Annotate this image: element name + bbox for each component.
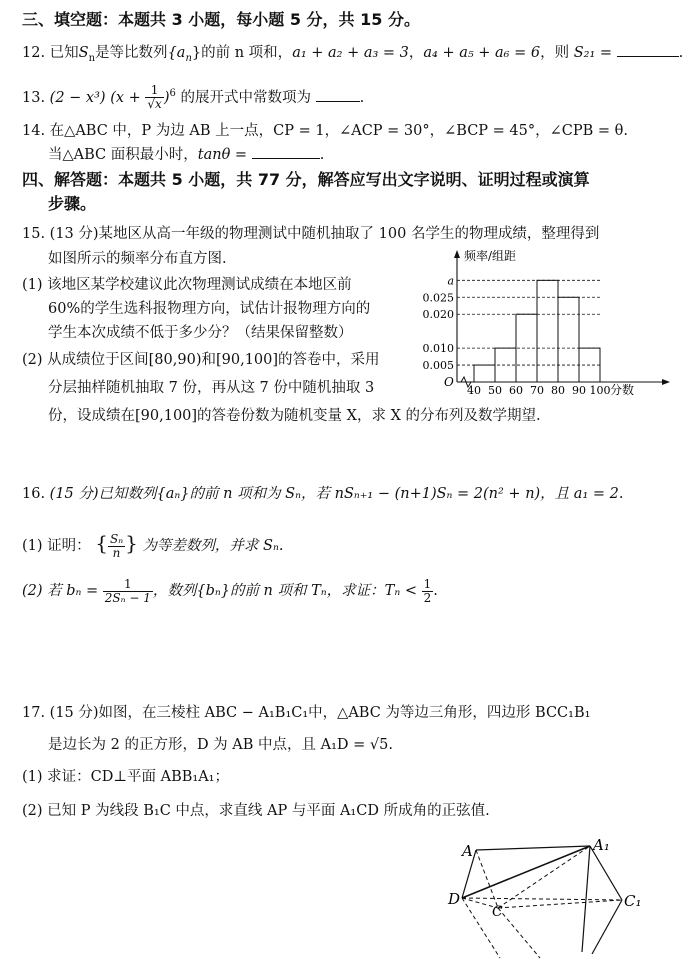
x-tick-label-3: 70 (530, 384, 544, 396)
q15-part1-line2: 60%的学生选科报物理方向，试估计报物理方向的 (48, 301, 371, 317)
q13-frac-den: √x (147, 97, 162, 112)
question-15 (22, 224, 599, 244)
frequency-histogram (414, 246, 680, 396)
q12-cond2: a₄ + a₅ + a₆ = 6 (423, 45, 541, 61)
q16-p1-frac-num: Sₙ (110, 531, 124, 546)
y-axis-label: 频率/组距 (464, 249, 517, 263)
q16-part2-fraction2 (422, 578, 434, 605)
q14-line2-a: 当△ABC 面积最小时， (48, 147, 198, 163)
edge-c1-down (592, 900, 622, 954)
q17-line1: (15 分)如图，在三棱柱 ABC − A₁B₁C₁中，△ABC 为等边三角形，四边形 BCC₁B₁ (49, 705, 591, 721)
q12-text-d: ，则 (540, 45, 570, 61)
q15-part1-line3: 学生本次成绩不低于多少分？（结果保留整数） (48, 325, 353, 341)
dashed-d-c1 (462, 898, 622, 900)
q13-answer-blank[interactable] (316, 87, 360, 102)
x-axis-arrow (662, 379, 670, 385)
edge-a-a1 (476, 846, 590, 850)
q12-seq: {a (167, 45, 186, 61)
q12-text-c: 的前 n 项和， (201, 45, 293, 61)
q12-sn-sub: n (88, 52, 96, 64)
x-tick-label-4: 80 (551, 384, 565, 396)
question-16 (22, 484, 623, 504)
section4-title-line2: 步骤。 (48, 194, 97, 213)
q15-part2-line2: 分层抽样随机抽取 7 份，再从这 7 份中随机抽取 3 (48, 380, 375, 396)
q15-line1: (13 分)某地区从高一年级的物理测试中随机抽取了 100 名学生的物理成绩，整理得到 (49, 226, 600, 242)
q14-answer-blank[interactable] (252, 144, 320, 159)
q16-p2-frac-den: 2Sₙ − 1 (104, 590, 151, 605)
histogram-bar-4 (558, 297, 579, 382)
label-c1: C₁ (624, 892, 642, 910)
q17-part2: (2) 已知 P 为线段 B₁C 中点，求直线 AP 与平面 A₁CD 所成角的正弦值. (22, 803, 490, 819)
q16-part2-fraction (103, 578, 153, 605)
q14-line2-b: tanθ = (197, 147, 248, 163)
q15-part2-line1: (2) 从成绩位于区间[80,90)和[90,100]的答卷中，采用 (22, 352, 380, 368)
q12-cond1: a₁ + a₂ + a₃ = 3 (292, 45, 409, 61)
q16-p2-frac2-den: 2 (423, 590, 432, 605)
q13-fraction (145, 84, 163, 111)
y-tick-label-2: 0.020 (422, 308, 454, 322)
q16-p2-frac-num: 1 (103, 578, 153, 592)
q12-answer-blank[interactable] (617, 42, 679, 57)
label-c: C (492, 904, 503, 920)
histogram-bar-0 (474, 365, 495, 382)
q13-text: 的展开式中常数项为 (180, 89, 311, 106)
q15-line2: 如图所示的频率分布直方图. (48, 251, 227, 267)
q15-number: 15. (22, 226, 46, 242)
y-axis-arrow (454, 250, 460, 258)
q14-number: 14. (22, 123, 46, 139)
q14-line2: 当△ABC 面积最小时，tanθ = . (48, 144, 324, 165)
edge-a1-down (582, 846, 590, 952)
q16-part1: (1) 证明： { $\frac{\text{Sₙ}}{n}$ } 为等差数列，并求 Sₙ. (22, 531, 284, 560)
q16-part1-fraction (108, 533, 125, 560)
histogram-bar-3 (537, 280, 558, 382)
q17-part1: (1) 求证：CD⊥平面 ABB₁A₁； (22, 769, 229, 785)
x-tick-label-0: 40 (467, 384, 481, 396)
q14-line1: 在△ABC 中，P 为边 AB 上一点，CP = 1，∠ACP = 30°，∠BCP = 45°，∠CPB = θ. (49, 123, 628, 139)
q16-part1-b: 为等差数列，并求 Sₙ. (142, 538, 284, 554)
q16-line1: (15 分)已知数列{aₙ}的前 n 项和为 Sₙ，若 nSₙ₊₁ − (n+1)Sₙ = 2(n² + n)，且 a₁ = 2. (49, 486, 624, 502)
question-14 (22, 121, 628, 141)
dashed-c-c1 (498, 900, 622, 908)
question-13: 13. (2 − x³) (x + $\frac{1}{√x}$ )$^6$ 的展开式中常数项为 . (22, 83, 365, 112)
x-tick-label-2: 60 (509, 384, 523, 396)
q12-seq-end: } (191, 45, 202, 61)
q17-number: 17. (22, 705, 46, 721)
q13-power: 6 (169, 88, 176, 99)
q12-sn: S (78, 45, 89, 61)
q12-ask: S₂₁ = (573, 45, 613, 61)
q16-p1-frac-den: n (112, 545, 121, 560)
edge-d-a1 (462, 846, 590, 898)
q16-number: 16. (22, 486, 46, 502)
q16-part2 (22, 574, 438, 608)
question-17 (22, 703, 590, 723)
q16-part2-b: ，数列{bₙ}的前 n 项和 Tₙ，求证：Tₙ < (152, 583, 417, 599)
q17-line2: 是边长为 2 的正方形，D 为 AB 中点，且 A₁D = √5. (48, 737, 393, 753)
x-axis-label: 分数 (610, 383, 635, 396)
origin-label: O (444, 375, 454, 389)
label-a1: A₁ (593, 836, 610, 854)
q13-expr-b: (x + (110, 89, 141, 106)
dashed-c-down (498, 908, 540, 958)
q13-expr-c: ) (163, 89, 170, 106)
y-tick-label-3: 0.025 (422, 291, 454, 305)
x-tick-label-6: 100 (589, 384, 611, 396)
q12-number: 12. (22, 45, 46, 61)
y-tick-label-4: a (447, 274, 454, 288)
x-tick-label-5: 90 (572, 384, 586, 396)
y-tick-label-0: 0.005 (422, 359, 454, 373)
q15-part1-line1: (1) 该地区某学校建议此次物理测试成绩在本地区前 (22, 277, 352, 293)
edge-a1-c1 (590, 846, 622, 900)
q12-text-b: 是等比数列 (95, 45, 168, 61)
section3-title: 三、填空题：本题共 3 小题，每小题 5 分，共 15 分。 (22, 10, 420, 29)
q16-p2-frac2-num: 1 (423, 576, 432, 591)
label-d: D (448, 890, 461, 908)
q12-seq-sub: n (185, 52, 192, 64)
prism-figure (440, 832, 680, 968)
q15-part2-line3: 份，设成绩在[90,100]的答卷份数为随机变量 X，求 X 的分布列及数学期望. (48, 408, 541, 424)
q12-text-a: 已知 (49, 45, 79, 61)
q16-part2-c: . (433, 583, 438, 599)
q13-expr-a: (2 − x³) (49, 89, 106, 106)
section4-title-line1: 四、解答题：本题共 5 小题，共 77 分，解答应写出文字说明、证明过程或演算 (22, 170, 590, 189)
dashed-a-c (476, 850, 498, 908)
x-tick-label-1: 50 (488, 384, 502, 396)
y-tick-label-1: 0.010 (422, 342, 454, 356)
q16-part2-a: (2) 若 bₙ = (22, 583, 99, 599)
question-12: 12. 已知$S_n$是等比数列$\{a_n\}$的前 n 项和，a₁ + a₂ + a₃ = 3，a₄ + a₅ + a₆ = 6，则 S₂₁ = . (22, 42, 683, 69)
q16-part1-a: (1) 证明： (22, 538, 91, 554)
label-a: A (462, 842, 473, 860)
q13-number: 13. (22, 89, 46, 106)
q13-frac-num: 1 (145, 84, 163, 98)
